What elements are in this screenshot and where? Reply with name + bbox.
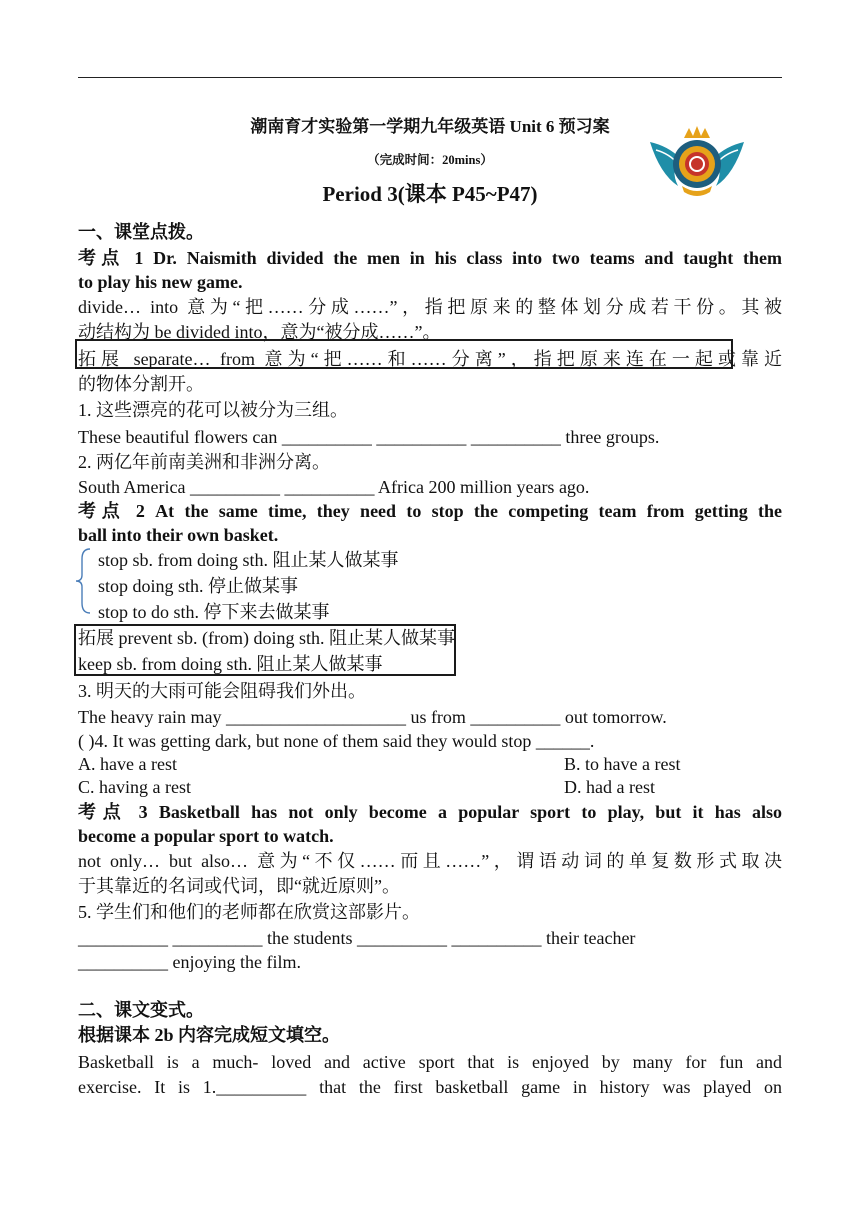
kp1-ext1: 拓展 separate… from 意为“把……和……分离”，指把原来连在一起或靠近 (78, 349, 782, 369)
kp2-phrase3: stop to do sth. 停下来去做某事 (98, 602, 330, 622)
kp1-line2: to play his new game. (78, 272, 243, 292)
kp3-expl2: 于其靠近的名词或代词，即“就近原则”。 (78, 876, 400, 896)
kp2-phrase2: stop doing sth. 停止做某事 (98, 576, 299, 596)
q5-english-line1: __________ __________ the students __________ __________ their teacher (78, 928, 636, 948)
kp2-line2: ball into their own basket. (78, 525, 279, 545)
doc-title: 潮南育才实验第一学期九年级英语 Unit 6 预习案 (250, 117, 610, 136)
kp2-ext2: keep sb. from doing sth. 阻止某人做某事 (78, 654, 383, 674)
q4-option-b: B. to have a rest (564, 754, 681, 774)
kp1-expl1: divide… into 意为“把……分成……”，指把原来的整体划分成若干份。其被 (78, 297, 782, 317)
q1-chinese: 1. 这些漂亮的花可以被分为三组。 (78, 400, 348, 420)
kp1-ext2: 的物体分割开。 (78, 374, 204, 394)
section2-heading: 二、课文变式。 (78, 1000, 204, 1020)
q3-chinese: 3. 明天的大雨可能会阻碍我们外出。 (78, 681, 366, 701)
kp2-ext1: 拓展 prevent sb. (from) doing sth. 阻止某人做某事 (78, 628, 455, 648)
header-rule (78, 77, 782, 78)
q1-english: These beautiful flowers can __________ __________ __________ three groups. (78, 427, 660, 447)
kp3-expl1: not only… but also… 意为“不仅……而且……”，谓语动词的单复数形式取决 (78, 851, 782, 871)
q4-question: ( )4. It was getting dark, but none of them said they would stop ______. (78, 731, 595, 751)
passage-line2: exercise. It is 1.__________ that the first basketball game in history was played on (78, 1077, 782, 1097)
passage-line1: Basketball is a much- loved and active sport that is enjoyed by many for fun and (78, 1052, 782, 1072)
brace-icon (74, 547, 94, 615)
q5-chinese: 5. 学生们和他们的老师都在欣赏这部影片。 (78, 902, 420, 922)
school-emblem-icon (648, 124, 746, 198)
kp1-expl2: 动结构为 be divided into，意为“被分成……”。 (78, 322, 441, 342)
q2-english: South America __________ __________ Africa 200 million years ago. (78, 477, 590, 497)
kp3-line1: 考点 3 Basketball has not only become a popular sport to play, but it has also (78, 802, 782, 822)
kp2-line1: 考点 2 At the same time, they need to stop the competing team from getting the (78, 501, 782, 521)
kp1-line1: 考点 1 Dr. Naismith divided the men in his class into two teams and taught them (78, 248, 782, 268)
q2-chinese: 2. 两亿年前南美洲和非洲分离。 (78, 452, 330, 472)
q5-english-line2: __________ enjoying the film. (78, 952, 301, 972)
section2-instruction: 根据课本 2b 内容完成短文填空。 (78, 1025, 341, 1045)
section1-heading: 一、课堂点拨。 (78, 222, 204, 242)
q3-english: The heavy rain may ____________________ us from __________ out tomorrow. (78, 707, 667, 727)
q4-option-d: D. had a rest (564, 777, 655, 797)
period-heading: Period 3(课本 P45~P47) (322, 182, 538, 206)
kp3-line2: become a popular sport to watch. (78, 826, 334, 846)
q4-option-c: C. having a rest (78, 777, 191, 797)
q4-option-a: A. have a rest (78, 754, 177, 774)
kp2-phrase1: stop sb. from doing sth. 阻止某人做某事 (98, 550, 399, 570)
time-note: （完成时间：20mins） (367, 153, 493, 167)
